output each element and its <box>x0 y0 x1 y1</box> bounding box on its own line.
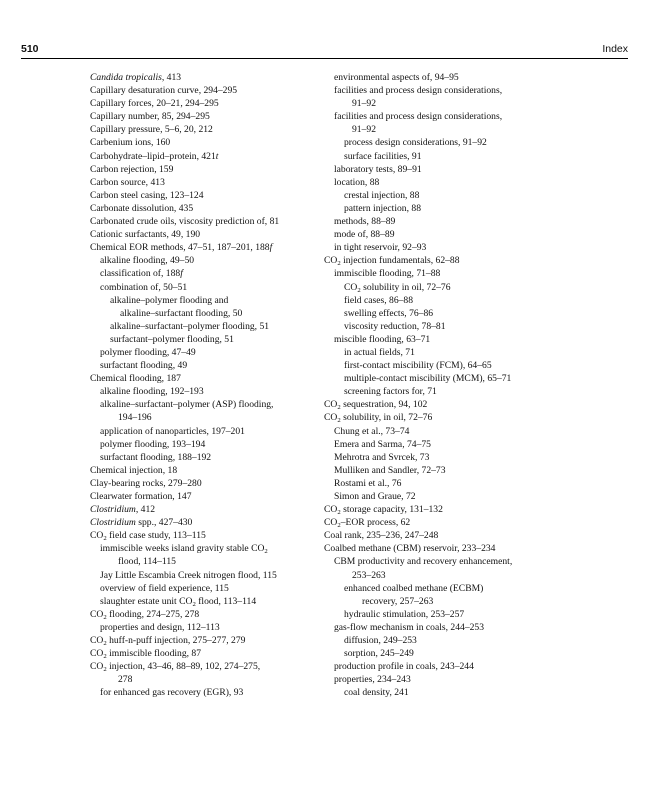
index-entry: $CO_2$ field case study, 113–115 <box>90 530 206 543</box>
index-entry: Carbon rejection, 159 <box>90 163 174 175</box>
index-entry: Clearwater formation, 147 <box>90 491 192 502</box>
index-entry: Candida tropicalis, 413 <box>90 72 182 83</box>
index-subentry: alkaline flooding, 49–50 <box>100 255 195 267</box>
index-subsubentry: enhanced coalbed methane (ECBM) <box>344 582 484 594</box>
index-subentry: gas-flow mechanism in coals, 244–253 <box>334 621 485 633</box>
index-subentry: classification of, 188f <box>100 268 183 280</box>
index-continuation: 91–92 <box>352 98 376 110</box>
index-subsubentry: diffusion, 249–253 <box>344 635 417 647</box>
index-entry: $CO_2$ injection fundamentals, 62–88 <box>324 255 460 268</box>
index-entry: Carbenium ions, 160 <box>90 137 171 149</box>
index-subentry: facilities and process design considerations, <box>334 85 503 97</box>
index-subentry: surfactant flooding, 188–192 <box>100 451 212 463</box>
index-subsubentry: swelling effects, 76–86 <box>344 307 434 319</box>
index-entry: $CO_2$ injection, 43–46, 88–89, 102, 274–275, <box>90 661 261 674</box>
index-subentry: methods, 88–89 <box>334 216 396 228</box>
index-entry: Clostridium spp., 427–430 <box>90 517 193 529</box>
index-subentry: miscible flooding, 63–71 <box>334 333 431 345</box>
index-continuation: recovery, 257–263 <box>362 595 434 607</box>
section-title: Index <box>602 43 628 55</box>
index-entry: Clay-bearing rocks, 279–280 <box>90 477 202 489</box>
index-subentry: mode of, 88–89 <box>334 229 395 241</box>
index-entry: $CO_2$ storage capacity, 131–132 <box>324 504 443 517</box>
index-subentry: Mulliken and Sandler, 72–73 <box>334 464 446 476</box>
index-subentry: alkaline–surfactant–polymer (ASP) flooding, <box>100 399 274 411</box>
index-subentry: properties and design, 112–113 <box>100 621 220 633</box>
index-entry: Carbohydrate–lipid–protein, 421t <box>90 150 219 162</box>
index-subsubentry: alkaline–surfactant–polymer flooding, 51 <box>110 320 270 332</box>
index-subentry: polymer flooding, 47–49 <box>100 346 196 358</box>
index-subentry: slaughter estate unit $CO_2$ flood, 113–114 <box>100 595 257 608</box>
index-subentry: Mehrotra and Svrcek, 73 <box>334 451 430 463</box>
index-entry: Chemical flooding, 187 <box>90 373 181 385</box>
index-subentry: Emera and Sarma, 74–75 <box>334 438 431 450</box>
index-subentry: properties, 234–243 <box>334 674 411 686</box>
index-entry: $CO_2$ huff-n-puff injection, 275–277, 279 <box>90 635 246 648</box>
page-header <box>21 43 628 59</box>
header-rule <box>21 58 628 59</box>
index-subsubentry: crestal injection, 88 <box>344 189 420 201</box>
index-subentry: combination of, 50–51 <box>100 281 188 293</box>
index-subsubentry: hydraulic stimulation, 253–257 <box>344 608 465 620</box>
index-continuation: 278 <box>118 674 133 686</box>
index-entry: Chemical EOR methods, 47–51, 187–201, 188f <box>90 242 273 254</box>
index-subentry: production profile in coals, 243–244 <box>334 661 474 673</box>
index-subentry: for enhanced gas recovery (EGR), 93 <box>100 687 244 699</box>
index-subentry: location, 88 <box>334 176 380 188</box>
index-entry: Clostridium, 412 <box>90 504 156 516</box>
index-subsubentry: first-contact miscibility (FCM), 64–65 <box>344 360 492 372</box>
index-entry: $CO_2$–EOR process, 62 <box>324 517 411 530</box>
index-entry: Capillary forces, 20–21, 294–295 <box>90 98 219 110</box>
index-entry: Carbon source, 413 <box>90 176 165 188</box>
index-continuation: 194–196 <box>118 412 152 424</box>
index-subentry: in tight reservoir, 92–93 <box>334 242 427 254</box>
index-subsubentry: coal density, 241 <box>344 687 409 699</box>
index-subsubentry: $CO_2$ solubility in oil, 72–76 <box>344 281 451 294</box>
index-continuation: alkaline–surfactant flooding, 50 <box>120 307 243 319</box>
index-subentry: CBM productivity and recovery enhancement, <box>334 556 513 568</box>
index-entry: Chemical injection, 18 <box>90 464 178 476</box>
index-entry: Capillary number, 85, 294–295 <box>90 111 210 123</box>
page-number: 510 <box>21 43 39 55</box>
index-entry: Coalbed methane (CBM) reservoir, 233–234 <box>324 543 496 555</box>
index-entry: $CO_2$ sequestration, 94, 102 <box>324 399 428 412</box>
index-subsubentry: surface facilities, 91 <box>344 150 422 162</box>
index-continuation: 253–263 <box>352 569 386 581</box>
index-entry: Carbon steel casing, 123–124 <box>90 189 204 201</box>
index-subentry: laboratory tests, 89–91 <box>334 163 422 175</box>
index-entry: Capillary pressure, 5–6, 20, 212 <box>90 124 213 136</box>
index-subentry: Rostami et al., 76 <box>334 477 402 489</box>
index-column-left <box>90 71 322 700</box>
index-subsubentry: screening factors for, 71 <box>344 386 437 398</box>
index-entry: $CO_2$ immiscible flooding, 87 <box>90 648 202 661</box>
index-entry: Coal rank, 235–236, 247–248 <box>324 530 439 542</box>
index-entry: Cationic surfactants, 49, 190 <box>90 229 201 241</box>
index-subentry: Jay Little Escambia Creek nitrogen flood, 115 <box>100 569 277 581</box>
index-entry: Carbonated crude oils, viscosity prediction of, 81 <box>90 216 280 228</box>
index-continuation: flood, 114–115 <box>118 556 176 568</box>
index-subsubentry: sorption, 245–249 <box>344 648 414 660</box>
index-entry: $CO_2$ flooding, 274–275, 278 <box>90 608 200 621</box>
index-continuation: 91–92 <box>352 124 376 136</box>
index-entry: $CO_2$ solubility, in oil, 72–76 <box>324 412 433 425</box>
index-subsubentry: surfactant–polymer flooding, 51 <box>110 333 234 345</box>
index-subentry: polymer flooding, 193–194 <box>100 438 206 450</box>
index-subentry: overview of field experience, 115 <box>100 582 229 594</box>
index-subentry: environmental aspects of, 94–95 <box>334 72 459 83</box>
index-subsubentry: in actual fields, 71 <box>344 346 415 358</box>
index-subentry: alkaline flooding, 192–193 <box>100 386 204 398</box>
index-subsubentry: alkaline–polymer flooding and <box>110 294 229 306</box>
index-subsubentry: multiple-contact miscibility (MCM), 65–71 <box>344 373 512 385</box>
index-entry: Carbonate dissolution, 435 <box>90 202 194 214</box>
index-subsubentry: process design considerations, 91–92 <box>344 137 487 149</box>
index-subentry: surfactant flooding, 49 <box>100 360 188 372</box>
index-subentry: Chung et al., 73–74 <box>334 425 410 437</box>
index-subsubentry: field cases, 86–88 <box>344 294 414 306</box>
index-subentry: immiscible flooding, 71–88 <box>334 268 441 280</box>
index-entry: Capillary desaturation curve, 294–295 <box>90 85 238 97</box>
index-subsubentry: viscosity reduction, 78–81 <box>344 320 446 332</box>
index-column-right <box>324 71 566 700</box>
index-subentry: facilities and process design considerations, <box>334 111 503 123</box>
index-subentry: application of nanoparticles, 197–201 <box>100 425 245 437</box>
index-subentry: Simon and Graue, 72 <box>334 491 416 502</box>
index-subentry: immiscible weeks island gravity stable $CO_2$ <box>100 543 268 556</box>
index-subsubentry: pattern injection, 88 <box>344 202 421 214</box>
